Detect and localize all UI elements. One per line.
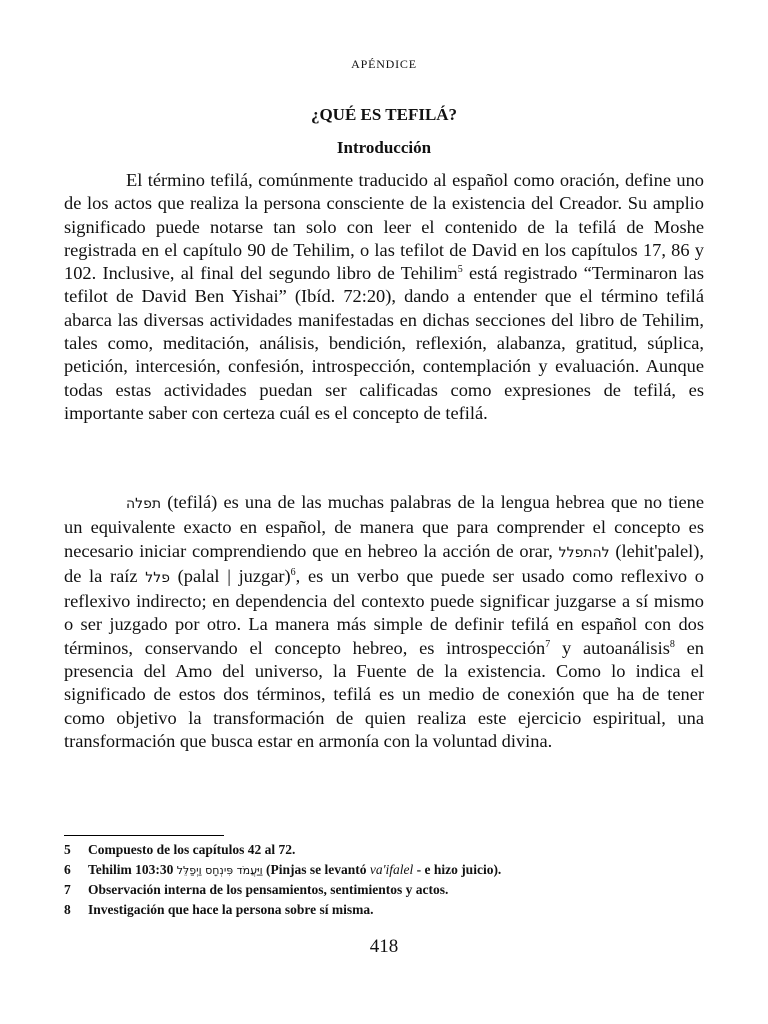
section-subtitle: Introducción <box>336 138 432 157</box>
footnote-number: 5 <box>64 842 71 857</box>
footnotes <box>64 840 704 919</box>
paragraph-text: y autoanálisis <box>550 637 670 658</box>
paragraph-text: (tefilá) es una de las muchas palabras de la lengua hebrea que no tiene un equivalente exacto en español, de manera que para comprender el concepto es necesario iniciar comprendiendo que en hebreo la acción de orar, <box>64 492 704 561</box>
section-title: ¿QUÉ ES TEFILÁ? <box>310 105 458 124</box>
footnote-number: 7 <box>64 882 71 897</box>
page-number: 418 <box>369 936 399 957</box>
hebrew-word-tefila: תפלה <box>126 496 162 512</box>
footnote-ref-6[interactable]: 6 <box>290 566 296 578</box>
footnote-5 <box>64 840 704 860</box>
footnote-6 <box>64 860 704 881</box>
hebrew-word-lehitpalel: להתפלל <box>558 544 610 561</box>
paragraph-text: El término tefilá, comúnmente traducido al español como oración, define uno de los actos que realiza la persona consciente de la existencia del Creador. Su amplio significado puede notarse tan solo con leer el contenido de la tefilá de Moshe registrada en el capítulo 90 de Tehilim, o las tefilot de David en los capítulos 17, 86 y 102. Inclusive, al final del segundo libro de Tehilim <box>64 170 704 284</box>
paragraph-text: (lehit'palel), de la raíz <box>64 540 704 586</box>
paragraph-text: (palal | juzgar) <box>169 565 291 586</box>
footnote-gloss: (Pinjas se levantó <box>262 861 370 877</box>
footnote-ref-7[interactable]: 7 <box>545 638 551 650</box>
footnote-text: Investigación que hace la persona sobre sí misma. <box>88 901 374 917</box>
paragraph-text: en presencia del Amo del universo, la Fuente de la existencia. Como lo indica el significado de estos dos términos, tefilá es un medio de conexión que ha de tener como objetivo la transformación de quien realiza este ejercicio espiritual, una transformación que busca estar en armonía con la voluntad divina. <box>64 637 704 751</box>
paragraph-text: , es un verbo que puede ser usado como reflexivo o reflexivo indirecto; en dependencia del contexto puede significar juzgarse a sí mismo o ser juzgado por otro. La manera más simple de definir tefilá en español con dos términos, conservando el concepto hebreo, es introspección <box>64 565 705 658</box>
paragraph-text: está registrado “Terminaron las tefilot de David Ben Yishai” (Ibíd. 72:20), dando a entender que el término tefilá abarca las diversas actividades manifestadas en dichas secciones del libro de Tehilim, tales como, meditación, análisis, bendición, reflexión, alabanza, gratitud, súplica, petición, intercesión, confesión, introspección, contemplación y evaluación. Aunque todas estas actividades puedan ser calificadas como expresiones de tefilá, es importante saber con certeza cuál es el concepto de tefilá. <box>64 263 704 423</box>
footnote-7 <box>64 880 704 900</box>
book-page <box>64 0 704 1024</box>
footnote-number: 6 <box>64 861 71 877</box>
paragraph-tefila-definition <box>64 491 704 753</box>
hebrew-verse: וַיַּעֲמֹד פִּינְחָס וַיְפַלֵּל <box>176 863 263 877</box>
footnote-8 <box>64 900 704 920</box>
footnote-ref-5[interactable]: 5 <box>457 264 463 276</box>
footnote-text: Compuesto de los capítulos 42 al 72. <box>88 842 296 857</box>
footnote-citation: Tehilim 103:30 <box>88 861 177 877</box>
footnote-text <box>88 860 501 881</box>
footnote-gloss-end: - e hizo juicio). <box>413 861 502 877</box>
footnote-ref-8[interactable]: 8 <box>669 638 675 650</box>
hebrew-word-palal: פלל <box>145 569 170 586</box>
transliteration: va'ifalel <box>369 861 414 877</box>
footnote-divider <box>64 835 224 836</box>
paragraph-introduction <box>64 169 704 425</box>
footnote-text: Observación interna de los pensamientos, sentimientos y actos. <box>88 882 449 897</box>
running-head: APÉNDICE <box>351 57 417 71</box>
footnote-number: 8 <box>64 901 71 917</box>
